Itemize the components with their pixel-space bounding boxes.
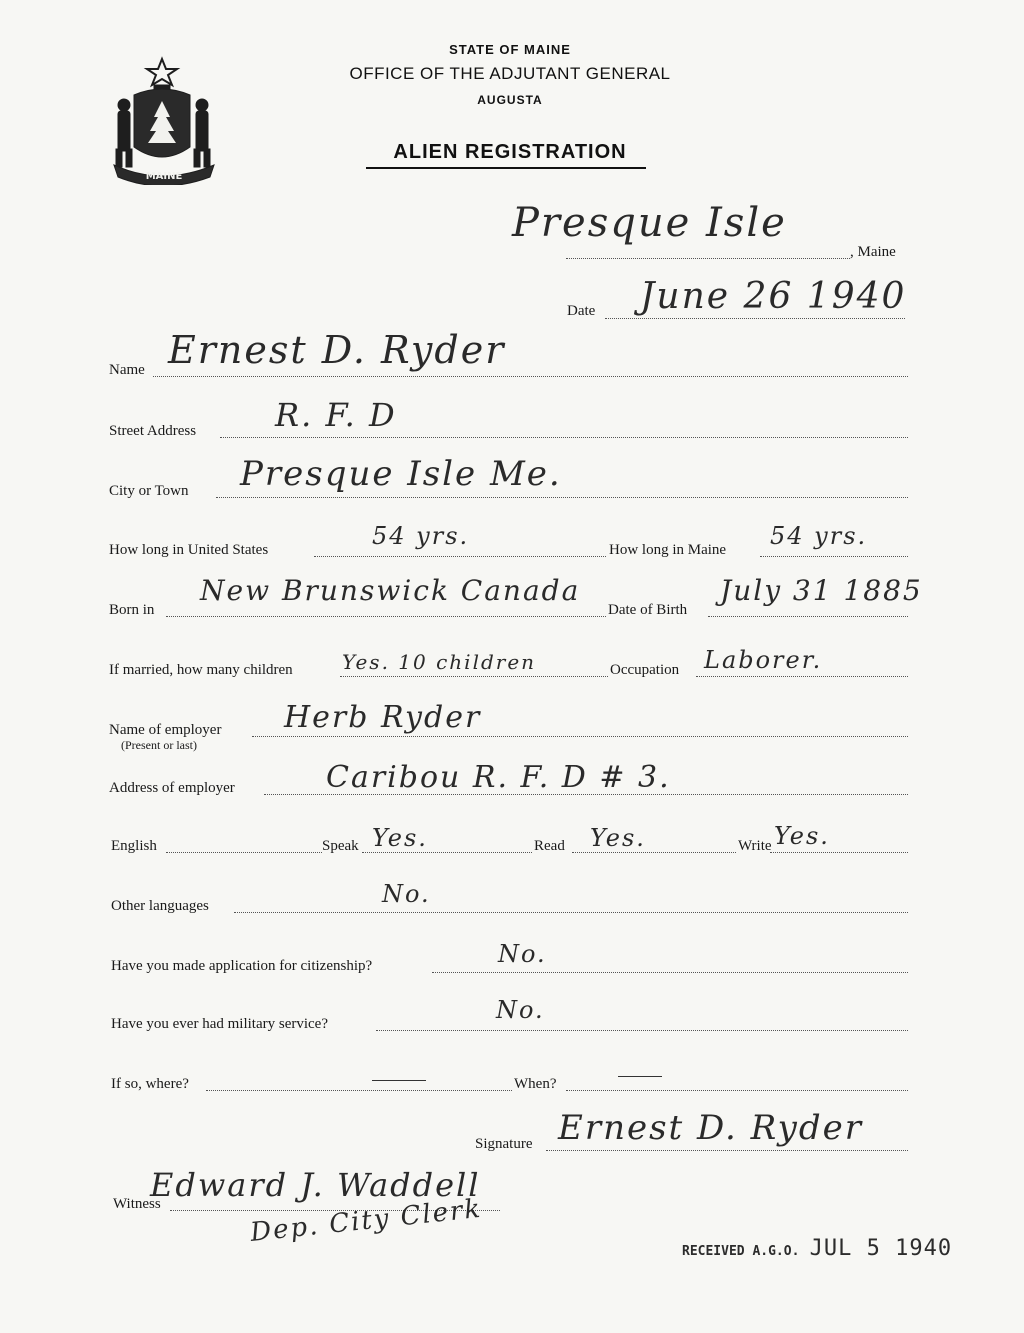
where-label: If so, where? <box>111 1076 189 1092</box>
date-line <box>605 318 905 319</box>
how-long-us-label: How long in United States <box>109 542 269 558</box>
city-label: City or Town <box>109 483 189 499</box>
witness-title: Dep. City Clerk <box>248 1193 484 1248</box>
city-line <box>216 497 908 498</box>
name-line <box>153 376 908 377</box>
born-in-line <box>166 616 606 617</box>
citizenship-label: Have you made application for citizenship? <box>111 958 373 974</box>
employer-address-label: Address of employer <box>109 780 235 796</box>
read-label: Read <box>534 838 565 854</box>
title-underline <box>366 167 646 169</box>
how-long-us-line <box>314 556 606 557</box>
form-title: ALIEN REGISTRATION <box>393 141 627 163</box>
other-languages-line <box>234 912 908 913</box>
street-value: R. F. D <box>275 396 397 434</box>
stamp-date: JUL 5 1940 <box>809 1236 953 1261</box>
when-line <box>566 1090 908 1091</box>
citizenship-value: No. <box>498 940 547 968</box>
write-value: Yes. <box>774 822 830 850</box>
location-line <box>566 258 850 259</box>
signature-line <box>546 1150 908 1151</box>
how-long-us-value: 54 yrs. <box>372 522 470 550</box>
witness-label: Witness <box>113 1196 161 1212</box>
name-value: Ernest D. Ryder <box>168 328 506 372</box>
svg-text:MAINE: MAINE <box>145 171 183 182</box>
english-line <box>166 852 322 853</box>
maine-state-seal-icon <box>104 55 224 185</box>
citizenship-line <box>432 972 908 973</box>
witness-value: Edward J. Waddell <box>150 1166 481 1204</box>
employer-line <box>252 736 908 737</box>
married-label: If married, how many children <box>109 662 293 678</box>
location-suffix: , Maine <box>850 244 896 260</box>
employer-label: Name of employer <box>109 722 222 738</box>
occupation-line <box>696 676 908 677</box>
speak-value: Yes. <box>372 824 428 852</box>
location-value: Presque Isle <box>512 200 787 246</box>
city-value: Presque Isle Me. <box>240 454 562 494</box>
signature-label: Signature <box>475 1136 533 1152</box>
military-label: Have you ever had military service? <box>111 1016 328 1032</box>
read-value: Yes. <box>590 824 646 852</box>
dob-label: Date of Birth <box>608 602 688 618</box>
header-city: AUGUSTA <box>477 93 543 107</box>
date-label: Date <box>567 303 596 319</box>
dob-line <box>708 616 908 617</box>
how-long-maine-line <box>760 556 908 557</box>
header-office: OFFICE OF THE ADJUTANT GENERAL <box>349 64 671 83</box>
dob-value: July 31 1885 <box>720 574 923 607</box>
how-long-maine-label: How long in Maine <box>609 542 727 558</box>
employer-value: Herb Ryder <box>284 700 482 735</box>
where-dash <box>372 1080 426 1081</box>
street-label: Street Address <box>109 423 197 439</box>
stamp-received-text: RECEIVED A.G.O. <box>682 1244 800 1259</box>
speak-label: Speak <box>322 838 359 854</box>
military-line <box>376 1030 908 1031</box>
born-in-value: New Brunswick Canada <box>200 574 581 607</box>
other-languages-value: No. <box>382 880 431 908</box>
military-value: No. <box>496 996 545 1024</box>
received-stamp <box>682 1236 952 1261</box>
speak-line <box>362 852 532 853</box>
married-line <box>340 676 608 677</box>
where-line <box>206 1090 512 1091</box>
date-value: June 26 1940 <box>640 276 907 317</box>
name-label: Name <box>109 362 145 378</box>
write-line <box>770 852 908 853</box>
employer-sublabel: (Present or last) <box>121 738 197 752</box>
english-label: English <box>111 838 157 854</box>
married-value: Yes. 10 children <box>342 650 537 674</box>
read-line <box>572 852 736 853</box>
other-languages-label: Other languages <box>111 898 209 914</box>
signature-value: Ernest D. Ryder <box>558 1108 864 1148</box>
occupation-label: Occupation <box>610 662 680 678</box>
street-line <box>220 437 908 438</box>
when-label: When? <box>514 1076 557 1092</box>
write-label: Write <box>738 838 772 854</box>
header-state: STATE OF MAINE <box>449 42 571 57</box>
occupation-value: Laborer. <box>704 646 823 674</box>
how-long-maine-value: 54 yrs. <box>770 522 868 550</box>
employer-address-value: Caribou R. F. D # 3. <box>326 760 671 795</box>
born-in-label: Born in <box>109 602 155 618</box>
when-dash <box>618 1076 662 1077</box>
